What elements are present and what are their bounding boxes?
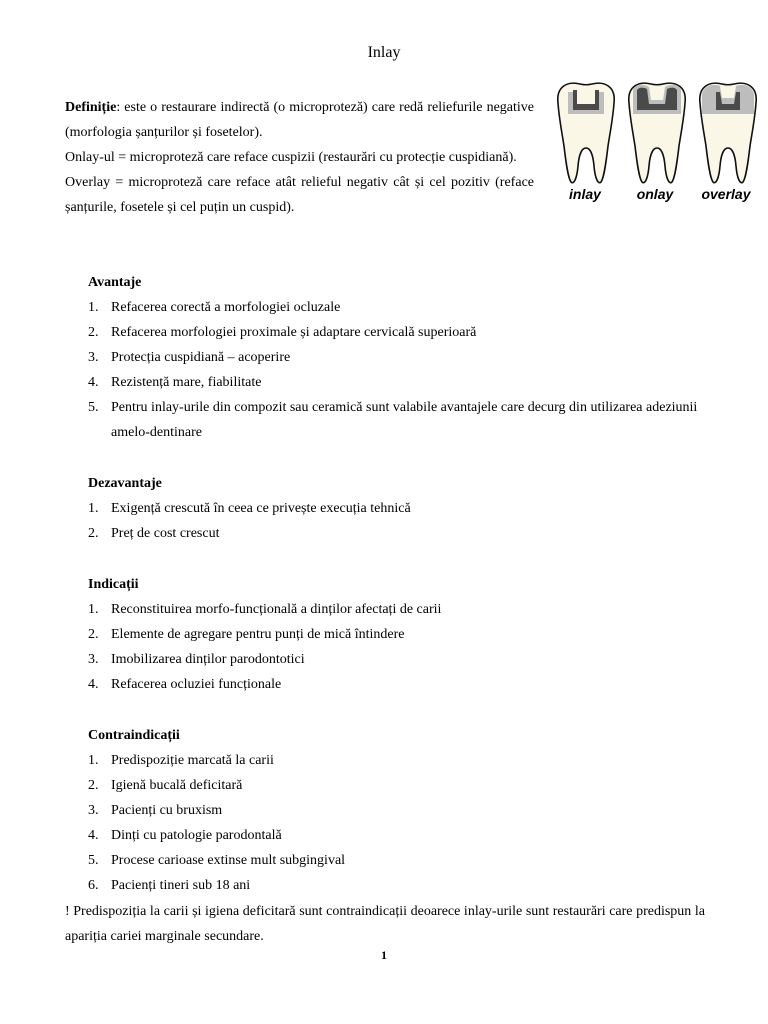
list-item: 3. Pacienți cu bruxism <box>88 803 223 818</box>
section-contraindicatii <box>88 723 728 898</box>
overlay-paragraph: Overlay = microproteză care reface atât relieful negativ cât și cel pozitiv (reface șanțurile, fosetele și cel puțin un cuspid). <box>65 175 534 215</box>
page-number: 1 <box>381 948 387 962</box>
label-inlay: inlay <box>569 186 601 202</box>
list-item: 3. Protecția cuspidiană – acoperire <box>88 350 291 365</box>
page-title: Inlay <box>367 44 401 61</box>
list-item: 3. Imobilizarea dinților parodontotici <box>88 652 305 667</box>
list-item: 4. Refacerea ocluziei funcționale <box>88 677 282 692</box>
section-dezavantaje <box>88 471 728 546</box>
section-avantaje <box>88 270 728 445</box>
list-item: 2. Elemente de agregare pentru punți de mică întindere <box>88 627 405 642</box>
heading-dezavantaje: Dezavantaje <box>88 476 162 491</box>
list-item: 1. Reconstituirea morfo-funcțională a dinților afectați de carii <box>88 602 442 617</box>
tooth-inlay-drawing <box>558 83 614 183</box>
section-indicatii <box>88 572 728 697</box>
intro-paragraphs <box>65 95 534 220</box>
heading-contraindicatii: Contraindicații <box>88 728 180 743</box>
list-item: 2. Preț de cost crescut <box>88 526 220 541</box>
onlay-paragraph: Onlay-ul = microproteză care reface cuspizii (restaurări cu protecție cuspidiană). <box>65 150 517 165</box>
list-item: 1. Predispoziție marcată la carii <box>88 753 274 768</box>
label-overlay: overlay <box>701 186 751 202</box>
list-item: 5. Pentru inlay-urile din compozit sau ceramică sunt valabile avantajele care decurg din utilizarea adeziunii amelo-dentinare <box>88 400 698 440</box>
teeth-labels <box>550 186 760 206</box>
tooth-onlay-drawing <box>629 83 685 183</box>
heading-avantaje: Avantaje <box>88 275 142 290</box>
definition-text: : este o restaurare indirectă (o microproteză) care redă reliefurile negative (morfologia șanțurilor și fosetelor). <box>65 100 534 140</box>
list-item: 2. Refacerea morfologiei proximale și adaptare cervicală superioară <box>88 325 477 340</box>
list-item: 1. Exigență crescută în ceea ce privește execuția tehnică <box>88 501 411 516</box>
list-item: 4. Dinți cu patologie parodontală <box>88 828 282 843</box>
contraindication-note: ! Predispoziția la carii și igiena deficitară sunt contraindicații deoarece inlay-urile sunt restaurări care predispun la apariția cariei marginale secundare. <box>65 904 705 944</box>
heading-indicatii: Indicații <box>88 577 139 592</box>
tooth-overlay-drawing <box>700 83 756 183</box>
label-onlay: onlay <box>636 186 674 202</box>
list-item: 5. Procese carioase extinse mult subgingival <box>88 853 346 868</box>
list-item: 6. Pacienți tineri sub 18 ani <box>88 878 251 893</box>
list-item: 4. Rezistență mare, fiabilitate <box>88 375 262 390</box>
list-item: 2. Igienă bucală deficitară <box>88 778 243 793</box>
list-item: 1. Refacerea corectă a morfologiei ocluzale <box>88 300 341 315</box>
definition-label: Definiție <box>65 100 117 115</box>
definition-paragraph <box>65 95 534 145</box>
